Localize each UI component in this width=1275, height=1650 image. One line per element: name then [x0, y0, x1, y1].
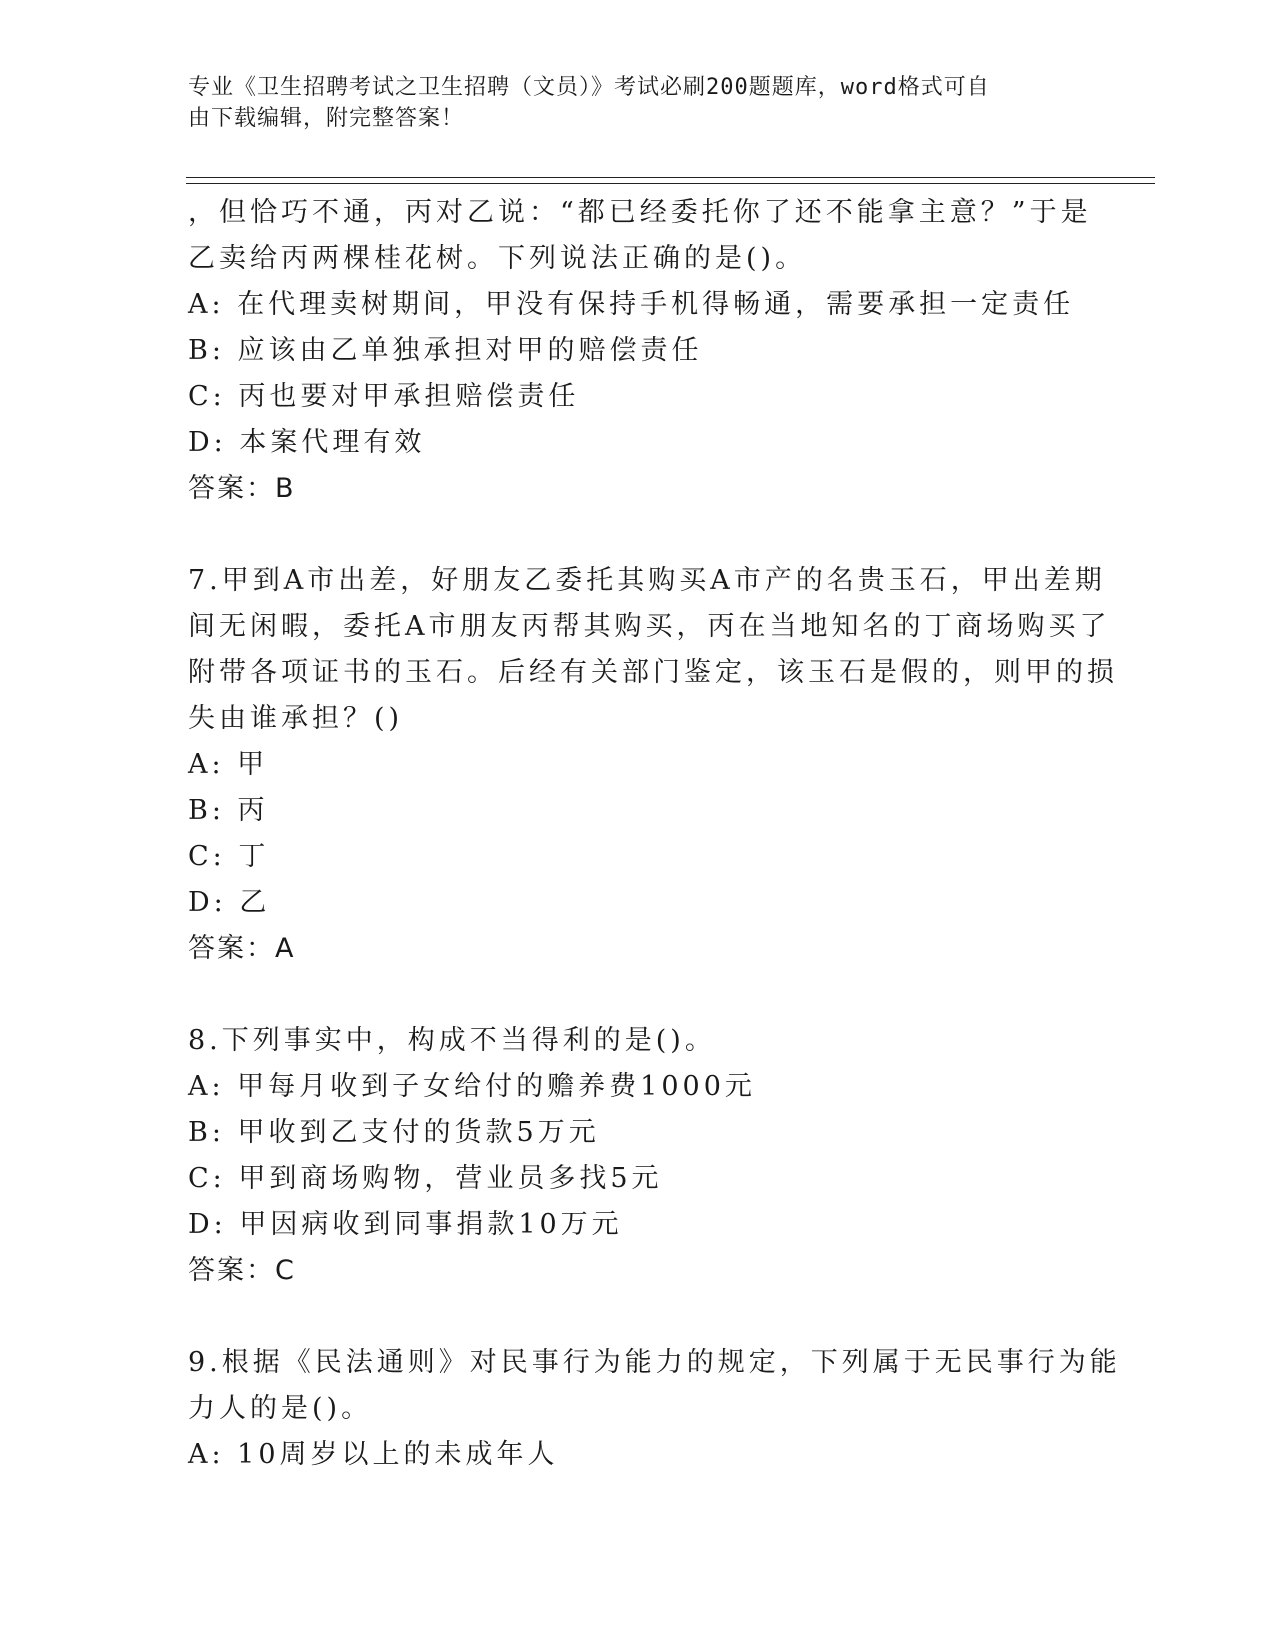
header-rule-top: [186, 177, 1155, 178]
option-c: C: 丙也要对甲承担赔偿责任: [188, 381, 580, 412]
option-b: B: 应该由乙单独承担对甲的赔偿责任: [188, 335, 703, 366]
question-8: [188, 1018, 1088, 1294]
question-stem-line: 8.下列事实中，构成不当得利的是()。: [188, 1025, 716, 1056]
header-line-2: 由下载编辑，附完整答案！: [188, 106, 465, 131]
answer-label: 答案：A: [188, 933, 296, 964]
question-stem-line: 乙卖给丙两棵桂花树。下列说法正确的是()。: [188, 243, 807, 274]
question-7: [188, 558, 1118, 972]
header-line-1: 专业《卫生招聘考试之卫生招聘（文员）》考试必刷200题题库，word格式可自: [188, 75, 990, 100]
option-a: A: 甲: [188, 749, 269, 780]
question-stem-line: 力人的是()。: [188, 1393, 373, 1424]
question-9: [188, 1340, 1121, 1478]
page-header: [188, 72, 1068, 134]
question-stem-line: ，但恰巧不通，丙对乙说：“都已经委托你了还不能拿主意？”于是: [188, 197, 1092, 228]
question-stem-line: 失由谁承担？(): [188, 703, 404, 734]
option-d: D: 乙: [188, 887, 271, 918]
header-rule-bottom: [186, 183, 1155, 184]
question-stem-line: 7.甲到A市出差，好朋友乙委托其购买A市产的名贵玉石，甲出差期: [188, 565, 1106, 596]
question-stem-line: 9.根据《民法通则》对民事行为能力的规定，下列属于无民事行为能: [188, 1347, 1121, 1378]
answer-label: 答案：C: [188, 1255, 296, 1286]
question-list: [188, 190, 1121, 1478]
question-spacer: [188, 1294, 1088, 1340]
option-a: A: 甲每月收到子女给付的赡养费1000元: [188, 1071, 756, 1102]
option-a: A: 在代理卖树期间，甲没有保持手机得畅通，需要承担一定责任: [188, 289, 1075, 320]
question-stem-line: 附带各项证书的玉石。后经有关部门鉴定，该玉石是假的，则甲的损: [188, 657, 1118, 688]
answer-label: 答案：B: [188, 473, 296, 504]
question-spacer: [188, 512, 1088, 558]
question-stem-line: 间无闲暇，委托A市朋友丙帮其购买，丙在当地知名的丁商场购买了: [188, 611, 1111, 642]
option-c: C: 甲到商场购物，营业员多找5元: [188, 1163, 663, 1194]
question-spacer: [188, 972, 1088, 1018]
option-d: D: 本案代理有效: [188, 427, 426, 458]
option-c: C: 丁: [188, 841, 270, 872]
option-a: A: 10周岁以上的未成年人: [188, 1439, 559, 1470]
option-b: B: 丙: [188, 795, 269, 826]
question-6: [188, 190, 1092, 512]
option-b: B: 甲收到乙支付的货款5万元: [188, 1117, 600, 1148]
option-d: D: 甲因病收到同事捐款10万元: [188, 1209, 623, 1240]
